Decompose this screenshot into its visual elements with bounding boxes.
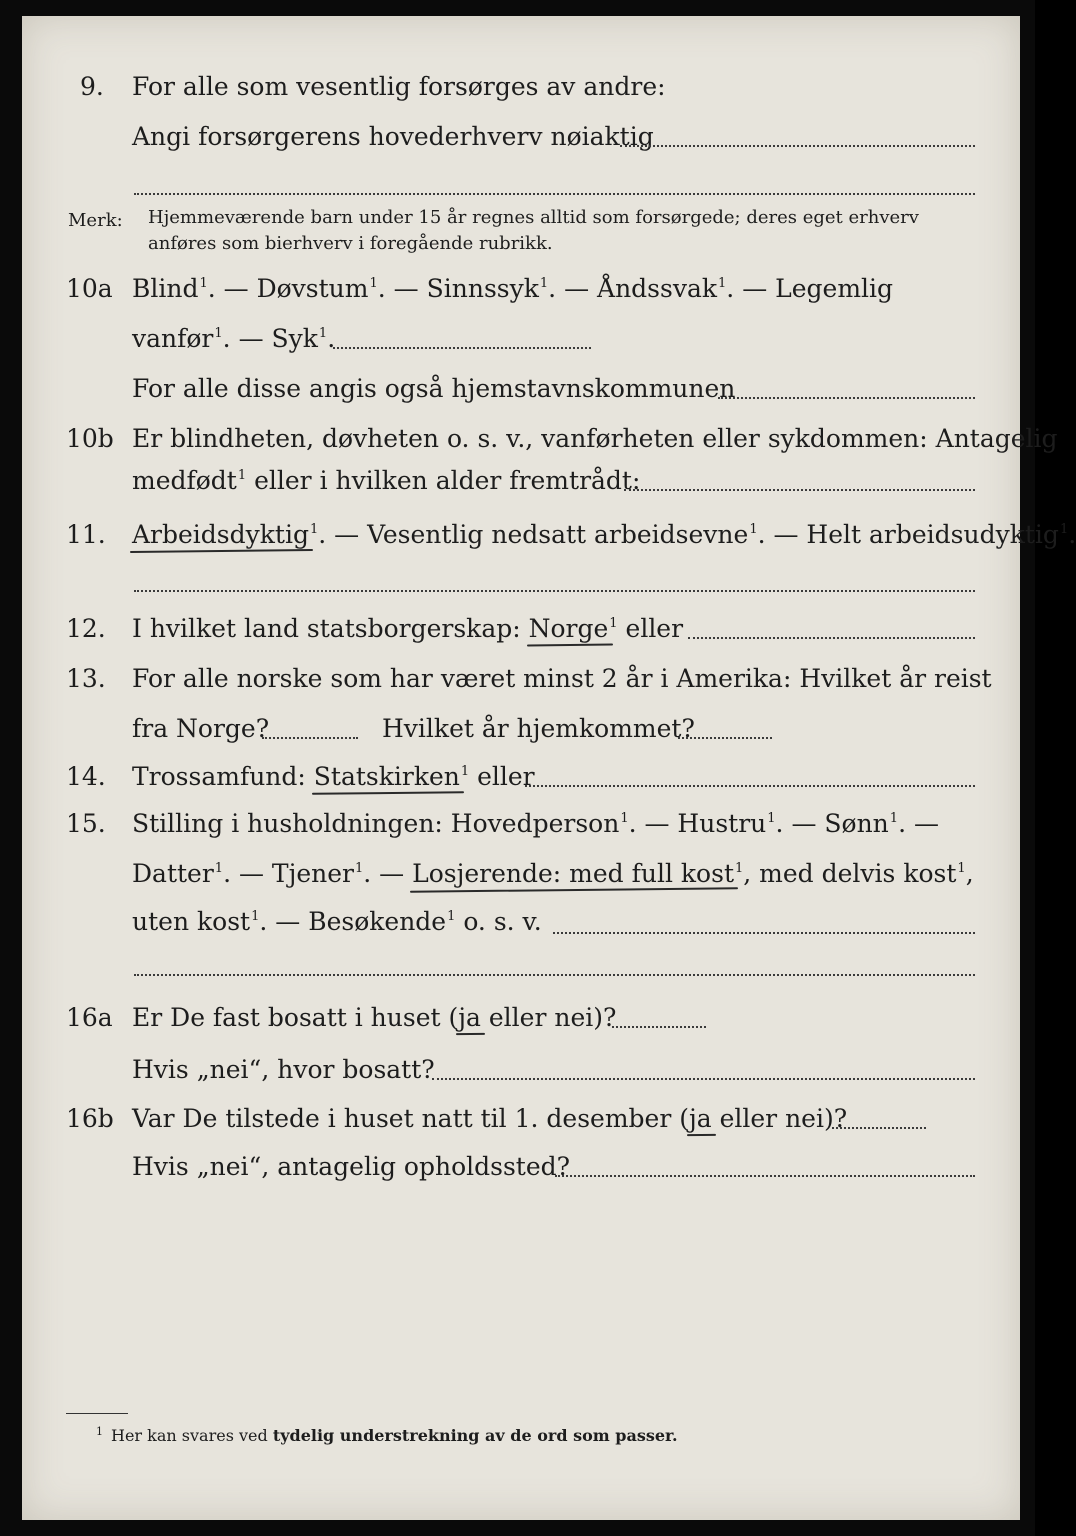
footnote-mark: 1	[96, 1425, 103, 1438]
note-text: anføres som bierhverv i foregående rubrikk.	[148, 233, 553, 254]
question-text: Angi forsørgerens hovederhverv nøiaktig	[132, 122, 654, 151]
underlined-answer: ja	[458, 1003, 481, 1032]
answer-line[interactable]	[553, 932, 975, 934]
answer-line[interactable]	[832, 1127, 926, 1129]
question-text: vanfør$^1$. — Syk$^1$.	[132, 324, 336, 353]
underlined-answer: Arbeidsdyktig	[132, 520, 309, 549]
answer-line[interactable]	[134, 974, 975, 976]
question-number: 16b	[66, 1104, 114, 1133]
question-text: Hvis „nei“, antagelig opholdssted?	[132, 1152, 571, 1181]
answer-line[interactable]	[333, 347, 591, 349]
answer-line[interactable]	[134, 193, 975, 195]
answer-line[interactable]	[688, 637, 975, 639]
answer-line[interactable]	[525, 785, 975, 787]
question-number: 16a	[66, 1003, 113, 1032]
underlined-answer: Losjerende: med full kost	[412, 859, 734, 888]
question-text: For alle som vesentlig forsørges av andre:	[132, 72, 666, 101]
question-text: Blind$^1$. — Døvstum$^1$. — Sinnssyk$^1$. — Åndssvak$^1$. — Legemlig	[132, 274, 894, 303]
question-text: Arbeidsdyktig$^1$. — Vesentlig nedsatt arbeidsevne$^1$. — Helt arbeidsudyktig$^1$.	[132, 520, 1076, 549]
footnote-text: Her kan svares ved	[111, 1426, 273, 1445]
note-text: Hjemmeværende barn under 15 år regnes alltid som forsørgede; deres eget erhverv	[148, 207, 919, 228]
question-text: Var De tilstede i huset natt til 1. desember (ja eller nei)?	[132, 1104, 848, 1133]
underlined-answer: ja	[688, 1104, 712, 1133]
question-text: uten kost$^1$. — Besøkende$^1$ o. s. v.	[132, 907, 542, 936]
answer-line[interactable]	[612, 1026, 706, 1028]
question-text: Hvilket år hjemkommet?	[382, 714, 695, 743]
question-number: 14.	[66, 762, 106, 791]
answer-line[interactable]	[432, 1078, 975, 1080]
answer-line[interactable]	[134, 590, 975, 592]
answer-line[interactable]	[678, 737, 772, 739]
answer-line[interactable]	[718, 397, 975, 399]
question-number: 13.	[66, 664, 106, 693]
question-text: medfødt$^1$ eller i hvilken alder fremtrådt:	[132, 466, 641, 495]
question-text: Stilling i husholdningen: Hovedperson$^1$. — Hustru$^1$. — Sønn$^1$. —	[132, 809, 939, 838]
question-text: Hvis „nei“, hvor bosatt?	[132, 1055, 435, 1084]
footnote-rule	[66, 1413, 128, 1414]
question-number: 10b	[66, 424, 114, 453]
answer-line[interactable]	[624, 489, 975, 491]
question-number: 11.	[66, 520, 106, 549]
question-number: 9.	[80, 72, 104, 101]
question-text: For alle norske som har været minst 2 år i Amerika: Hvilket år reist	[132, 664, 992, 693]
question-text: fra Norge?	[132, 714, 270, 743]
question-text: Datter$^1$. — Tjener$^1$. — Losjerende: med full kost$^1$, med delvis kost$^1$,	[132, 859, 974, 888]
question-text: Er De fast bosatt i huset (ja eller nei)?	[132, 1003, 617, 1032]
footnote-text-bold: tydelig understrekning av de ord som passer.	[272, 1426, 678, 1445]
underlined-answer: Norge	[528, 614, 609, 643]
answer-line[interactable]	[555, 1175, 975, 1177]
question-text: Er blindheten, døvheten o. s. v., vanførheten eller sykdommen: Antagelig	[132, 424, 1058, 453]
answer-line[interactable]	[620, 145, 975, 147]
question-number: 15.	[66, 809, 106, 838]
question-text: Trossamfund: Statskirken$^1$ eller	[132, 762, 535, 791]
question-number: 10a	[66, 274, 113, 303]
question-text: I hvilket land statsborgerskap: Norge$^1$ eller	[132, 614, 684, 643]
answer-line[interactable]	[262, 737, 358, 739]
note-label: Merk:	[68, 210, 123, 231]
underlined-answer: Statskirken	[313, 762, 460, 791]
question-number: 12.	[66, 614, 106, 643]
question-text: For alle disse angis også hjemstavnskommunen	[132, 374, 736, 403]
